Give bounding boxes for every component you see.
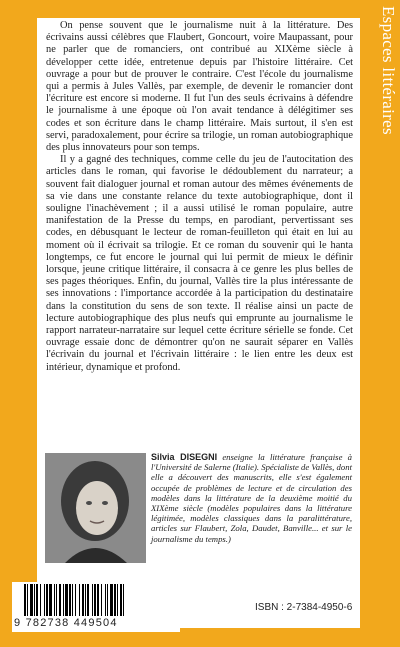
series-title: Espaces littéraires (379, 6, 398, 135)
author-bio (151, 452, 352, 544)
author-portrait-image (45, 453, 146, 563)
barcode-bars (12, 582, 180, 618)
blurb-paragraph-1: On pense souvent que le journalisme nuit à la littérature. Des écrivains aussi célèbres que Flaubert, Goncourt, voire Maupassant, pour ne parler que de romanciers, ont contribué au XIXème siècle à développer cette idée, entretenue depuis par l'histoire littéraire. Cet ouvrage a pour but de prouver le contraire. C'est l'école du journalisme qui a permis à Jules Vallès, par exemple, de devenir le romancier dont l'écriture est encore si moderne. Il fut l'un des seuls écrivains à défendre le journalisme à une époque où l'on avait tendance à délégitimer ses codes et son écriture dans le champ littéraire. Mais surtout, il s'en est servi, paradoxalement, pour écrire sa trilogie, un roman autobiographique des plus innovateurs pour son temps. (46, 20, 353, 154)
barcode-digits: 9 782738 449504 (14, 617, 118, 629)
blurb-paragraph-2: Il y a gagné des techniques, comme celle du jeu de l'autocitation des articles dans le roman, qui favorise le dédoublement du narrateur; a souvent fait dialoguer journal et roman autour des mêmes événements de sa vie dans une constante relance du texte autobiographique, dont il souligne l'inachèvement ; il a aussi utilisé le roman populaire, autre manifestation de la Presse du temps, en parodiant, pervertissant ses codes, en débusquant le lecteur de roman-feuilleton qui était en lui au moment où il écrivait sa trilogie. Et ce roman du souvenir qui le hanta longtemps, ce fut encore le journal qui lui permit de mieux le définir lorsque, jeune critique littéraire, il consacra à ce genre les plus belles de ses pages théoriques. Enfin, du journal, Vallès tire la plus intéressante de ses innovations : l'importance accordée à la participation du destinataire dans la constitution du sens de son texte. Il réalise ainsi un pacte de lecture autobiographique des plus neufs qui emprunte au journalisme le rapport narrateur-narrataire sur lequel cette écriture sérielle se fonde. Cet ouvrage essaie donc de démontrer qu'on ne saurait séparer en Vallès l'écrivain du journal et l'écrivain littéraire : le lien entre les deux est intérieur, dynamique et profond. (46, 154, 353, 373)
blurb-text (46, 20, 353, 374)
author-name: Silvia DISEGNI (151, 452, 218, 462)
author-photo (45, 453, 146, 563)
barcode (12, 582, 180, 632)
isbn-label: ISBN : 2-7384-4950-6 (255, 602, 353, 613)
author-bio-text: enseigne la littérature française à l'Université de Salerne (Italie). Spécialiste de Vallès, dont elle a découvert des manuscrits, elle s'est également occupée de problèmes de lecture et de circulation des modèles dans la littérature de la deuxième moitié du XIXème siècle (modèles populaires dans la littérature légitimée, modèles classiques dans la paralittérature, articles sur Flaubert, Zola, Daudet, Banville... et sur le journalisme du temps.) (151, 452, 352, 544)
